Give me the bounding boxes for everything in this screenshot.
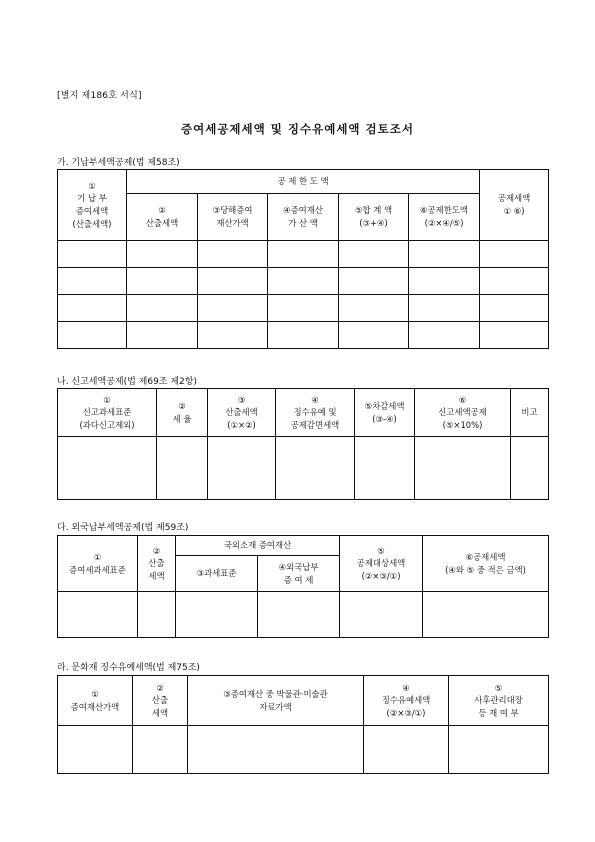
input-cell[interactable] [409, 322, 480, 349]
header-total: ⑤합 계 액 (③+④) [339, 194, 409, 241]
input-cell[interactable] [176, 592, 258, 638]
table-row [58, 322, 549, 349]
header-foreign-property: 국외소재 증여재산 [176, 536, 340, 556]
input-cell[interactable] [409, 268, 480, 295]
header-gift-value: ① 증여재산가액 [58, 676, 133, 726]
input-cell[interactable] [127, 295, 198, 322]
header-registry: ⑤ 사후관리대장 등 재 여 부 [449, 676, 549, 726]
section-a-label: 가. 기납부세액공제(법 제58조) [57, 158, 180, 168]
input-cell[interactable] [415, 437, 511, 500]
input-cell[interactable] [157, 437, 208, 500]
table-row [58, 437, 549, 500]
input-cell[interactable] [58, 322, 127, 349]
header-deferral-tax: ④ 징수유예세액 (②×③/①) [364, 676, 449, 726]
table-row [58, 241, 549, 268]
header-calc-tax: ② 산출 세액 [133, 676, 188, 726]
input-cell[interactable] [480, 268, 549, 295]
header-limit-amount: ⑥공제한도액 (②×④/⑤) [409, 194, 480, 241]
input-cell[interactable] [480, 322, 549, 349]
input-cell[interactable] [423, 592, 549, 638]
input-cell[interactable] [480, 241, 549, 268]
input-cell[interactable] [127, 241, 198, 268]
header-calc-tax: ② 산출세액 [127, 194, 198, 241]
input-cell[interactable] [409, 241, 480, 268]
section-c-label: 다. 외국납부세액공제(법 제59조) [57, 523, 189, 533]
input-cell[interactable] [480, 295, 549, 322]
input-cell[interactable] [133, 726, 188, 774]
section-b-table [57, 388, 549, 500]
input-cell[interactable] [198, 241, 268, 268]
header-prepaid-tax: ① 기 납 부 증여세액 (산출세액) [58, 170, 127, 241]
input-cell[interactable] [409, 295, 480, 322]
section-c-table [57, 535, 549, 638]
input-cell[interactable] [268, 268, 339, 295]
header-museum-value: ③증여재산 중 박물관·미술관 자료가액 [188, 676, 364, 726]
input-cell[interactable] [364, 726, 449, 774]
form-reference: [별지 제186호 서식] [57, 91, 142, 101]
input-cell[interactable] [198, 295, 268, 322]
input-cell[interactable] [127, 268, 198, 295]
input-cell[interactable] [511, 437, 549, 500]
section-a-table [57, 169, 549, 349]
section-b-label: 나. 신고세액공제(법 제69조 제2항) [57, 377, 197, 387]
header-tax-rate: ② 세 율 [157, 389, 208, 437]
section-d-label: 라. 문화재 징수유예세액(법 제75조) [57, 663, 200, 673]
input-cell[interactable] [58, 268, 127, 295]
header-deductible-tax: ⑤ 공제대상세액 (②×③/①) [340, 536, 423, 592]
header-tax-base: ① 신고과세표준 (과다신고제외) [58, 389, 157, 437]
header-deduction-limit: 공 제 한 도 액 [127, 170, 480, 194]
input-cell[interactable] [188, 726, 364, 774]
input-cell[interactable] [339, 322, 409, 349]
input-cell[interactable] [208, 437, 276, 500]
input-cell[interactable] [58, 241, 127, 268]
section-d-table [57, 675, 549, 774]
input-cell[interactable] [339, 295, 409, 322]
table-row [58, 726, 549, 774]
header-deduction: ⑥공제세액 (④와 ⑤ 중 적은 금액) [423, 536, 549, 592]
input-cell[interactable] [58, 592, 138, 638]
input-cell[interactable] [339, 241, 409, 268]
input-cell[interactable] [276, 437, 355, 500]
header-remarks: 비고 [511, 389, 549, 437]
input-cell[interactable] [58, 295, 127, 322]
input-cell[interactable] [268, 322, 339, 349]
document-title: 증여세공제세액 및 징수유예세액 검토조서 [181, 122, 414, 136]
input-cell[interactable] [58, 726, 133, 774]
header-foreign-tax-base: ③과세표준 [176, 556, 258, 592]
input-cell[interactable] [268, 241, 339, 268]
input-cell[interactable] [198, 322, 268, 349]
input-cell[interactable] [138, 592, 176, 638]
input-cell[interactable] [58, 437, 157, 500]
header-foreign-paid-tax: ④외국납부 증 여 세 [258, 556, 340, 592]
header-deducted-tax: 공제세액 ① ⑥) [480, 170, 549, 241]
header-current-gift-value: ③당해증여 재산가액 [198, 194, 268, 241]
table-row [58, 295, 549, 322]
input-cell[interactable] [449, 726, 549, 774]
input-cell[interactable] [340, 592, 423, 638]
header-deferred-tax: ④ 징수유예 및 공제감면세액 [276, 389, 355, 437]
header-tax-base: ① 증여세과세표준 [58, 536, 138, 592]
input-cell[interactable] [198, 268, 268, 295]
input-cell[interactable] [127, 322, 198, 349]
header-calc-tax: ③ 산출세액 (①×②) [208, 389, 276, 437]
header-added-gift-value: ④증여재산 가 산 액 [268, 194, 339, 241]
header-filing-deduction: ⑥ 신고세액공제 (⑤×10%) [415, 389, 511, 437]
input-cell[interactable] [355, 437, 415, 500]
header-calc-tax: ② 산출 세액 [138, 536, 176, 592]
input-cell[interactable] [258, 592, 340, 638]
header-balance-tax: ⑤차감세액 (③-④) [355, 389, 415, 437]
input-cell[interactable] [268, 295, 339, 322]
table-row [58, 268, 549, 295]
input-cell[interactable] [339, 268, 409, 295]
table-row [58, 592, 549, 638]
